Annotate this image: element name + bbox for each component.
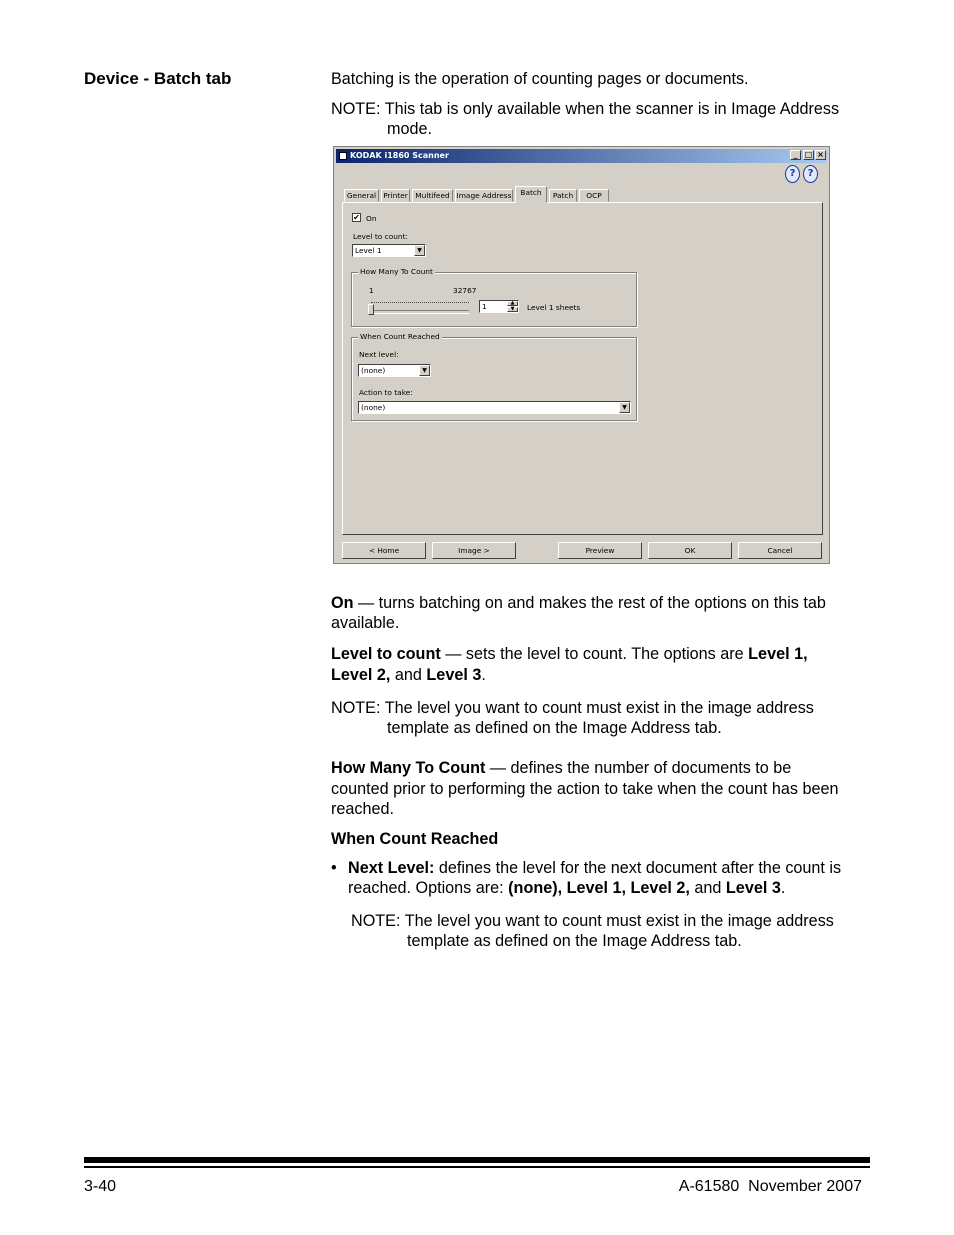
- para-howmany-line3: reached.: [331, 800, 394, 818]
- when-reached-legend: When Count Reached: [360, 332, 440, 341]
- slider-max-label: 32767: [453, 286, 477, 295]
- level-to-count-value: Level 1: [355, 246, 382, 255]
- para-on: [331, 593, 826, 613]
- next-level-select[interactable]: [358, 364, 431, 377]
- bullet-next-level: [348, 858, 841, 878]
- footer-rule-thin: [84, 1166, 870, 1168]
- tab-printer[interactable]: Printer: [381, 189, 410, 202]
- batch-panel: [342, 202, 823, 535]
- bullet-text: defines the level for the next document after the count is: [434, 859, 842, 877]
- when-reached-group: [351, 332, 637, 421]
- app-icon: [339, 152, 347, 160]
- para-level-line2: [331, 665, 486, 685]
- options-list: (none), Level 1, Level 2,: [508, 879, 690, 897]
- on-checkbox[interactable]: ✔: [353, 213, 360, 222]
- slider-min-label: 1: [369, 286, 374, 295]
- help-icon[interactable]: ?: [803, 165, 818, 183]
- when-count-heading: When Count Reached: [331, 830, 499, 848]
- tab-patch[interactable]: Patch: [549, 189, 577, 202]
- preview-button[interactable]: Preview: [558, 542, 642, 559]
- opt-level2: Level 2,: [331, 666, 391, 684]
- note-label: NOTE:: [351, 912, 401, 930]
- tab-general[interactable]: General: [344, 189, 379, 202]
- chevron-down-icon: ▼: [619, 402, 630, 413]
- para-level-text: — sets the level to count. The options are: [440, 645, 749, 663]
- note-2: [331, 698, 814, 718]
- period: .: [780, 879, 786, 897]
- term-on: On: [331, 594, 354, 612]
- note-label: NOTE:: [331, 100, 381, 118]
- term-level: Level to count: [331, 645, 441, 663]
- page-number: 3-40: [84, 1178, 117, 1195]
- cancel-button[interactable]: Cancel: [738, 542, 822, 559]
- term-next-level: Next Level:: [348, 859, 435, 877]
- tab-multifeed[interactable]: Multifeed: [412, 189, 453, 202]
- slider-track[interactable]: [369, 310, 469, 314]
- para-howmany-text: — defines the number of documents to be: [485, 759, 792, 777]
- close-button[interactable]: ×: [815, 150, 826, 160]
- opt-level3: Level 3: [725, 879, 781, 897]
- spin-suffix-label: Level 1 sheets: [527, 303, 581, 312]
- action-label: Action to take:: [359, 388, 413, 397]
- note-3-line2: template as defined on the Image Address tab.: [407, 932, 742, 950]
- how-many-legend: How Many To Count: [360, 267, 433, 276]
- maximize-button[interactable]: □: [804, 150, 813, 159]
- spin-up-icon[interactable]: ▲: [507, 301, 518, 306]
- note-2-line2: template as defined on the Image Address tab.: [387, 719, 722, 737]
- bullet-line2: [348, 878, 785, 898]
- para-level: [331, 644, 808, 664]
- chevron-down-icon: ▼: [414, 245, 425, 256]
- action-select[interactable]: [358, 401, 631, 414]
- help-context-icon[interactable]: ?: [785, 165, 800, 183]
- chevron-down-icon: ▼: [419, 365, 430, 376]
- tab-ocp[interactable]: OCP: [579, 189, 609, 202]
- section-heading: Device - Batch tab: [84, 69, 232, 88]
- para-on-line2: available.: [331, 614, 400, 632]
- note-label: NOTE:: [331, 699, 381, 717]
- home-button[interactable]: < Home: [342, 542, 426, 559]
- term-howmany: How Many To Count: [331, 759, 486, 777]
- and-word: and: [689, 879, 726, 897]
- note-1-line2: mode.: [387, 120, 432, 138]
- footer-rule-thick: [84, 1157, 870, 1163]
- on-label: On: [366, 214, 377, 223]
- para-howmany-line2: counted prior to performing the action to take when the count has been: [331, 780, 839, 798]
- opt-level3: Level 3: [426, 666, 482, 684]
- para-on-text: — turns batching on and makes the rest of the options on this tab: [353, 594, 826, 612]
- opt-level1: Level 1,: [748, 645, 808, 663]
- bullet-mark: •: [331, 859, 337, 877]
- ok-button[interactable]: OK: [648, 542, 732, 559]
- minimize-button[interactable]: _: [790, 150, 801, 160]
- count-spinner[interactable]: [479, 300, 519, 313]
- note-text: This tab is only available when the scanner is in Image Address: [384, 100, 840, 118]
- image-button[interactable]: Image >: [432, 542, 516, 559]
- next-level-label: Next level:: [359, 350, 399, 359]
- slider-thumb[interactable]: [368, 304, 374, 315]
- options-lead: reached. Options are:: [348, 879, 509, 897]
- next-level-value: (none): [361, 366, 386, 375]
- scanner-dialog: [333, 146, 830, 564]
- note-text: The level you want to count must exist in the image address: [384, 699, 814, 717]
- note-1: [331, 99, 839, 119]
- how-many-group: [351, 267, 637, 327]
- slider-ticks: [371, 302, 469, 303]
- intro-text: Batching is the operation of counting pages or documents.: [331, 70, 749, 88]
- note-3: [351, 911, 834, 931]
- period: .: [481, 666, 486, 684]
- doc-id: A-61580 November 2007: [678, 1178, 862, 1195]
- para-howmany: [331, 758, 791, 778]
- tab-image-address[interactable]: Image Address: [456, 191, 512, 200]
- dialog-titlebar: [336, 149, 827, 163]
- dialog-title: KODAK i1860 Scanner: [350, 151, 449, 160]
- level-to-count-select[interactable]: [352, 244, 426, 257]
- tab-batch[interactable]: Batch: [515, 186, 547, 203]
- spin-down-icon[interactable]: ▼: [507, 307, 518, 312]
- count-spinner-value: 1: [482, 302, 487, 311]
- note-text: The level you want to count must exist in the image address: [404, 912, 834, 930]
- action-value: (none): [361, 403, 386, 412]
- level-to-count-label: Level to count:: [353, 232, 408, 241]
- and-word: and: [390, 666, 427, 684]
